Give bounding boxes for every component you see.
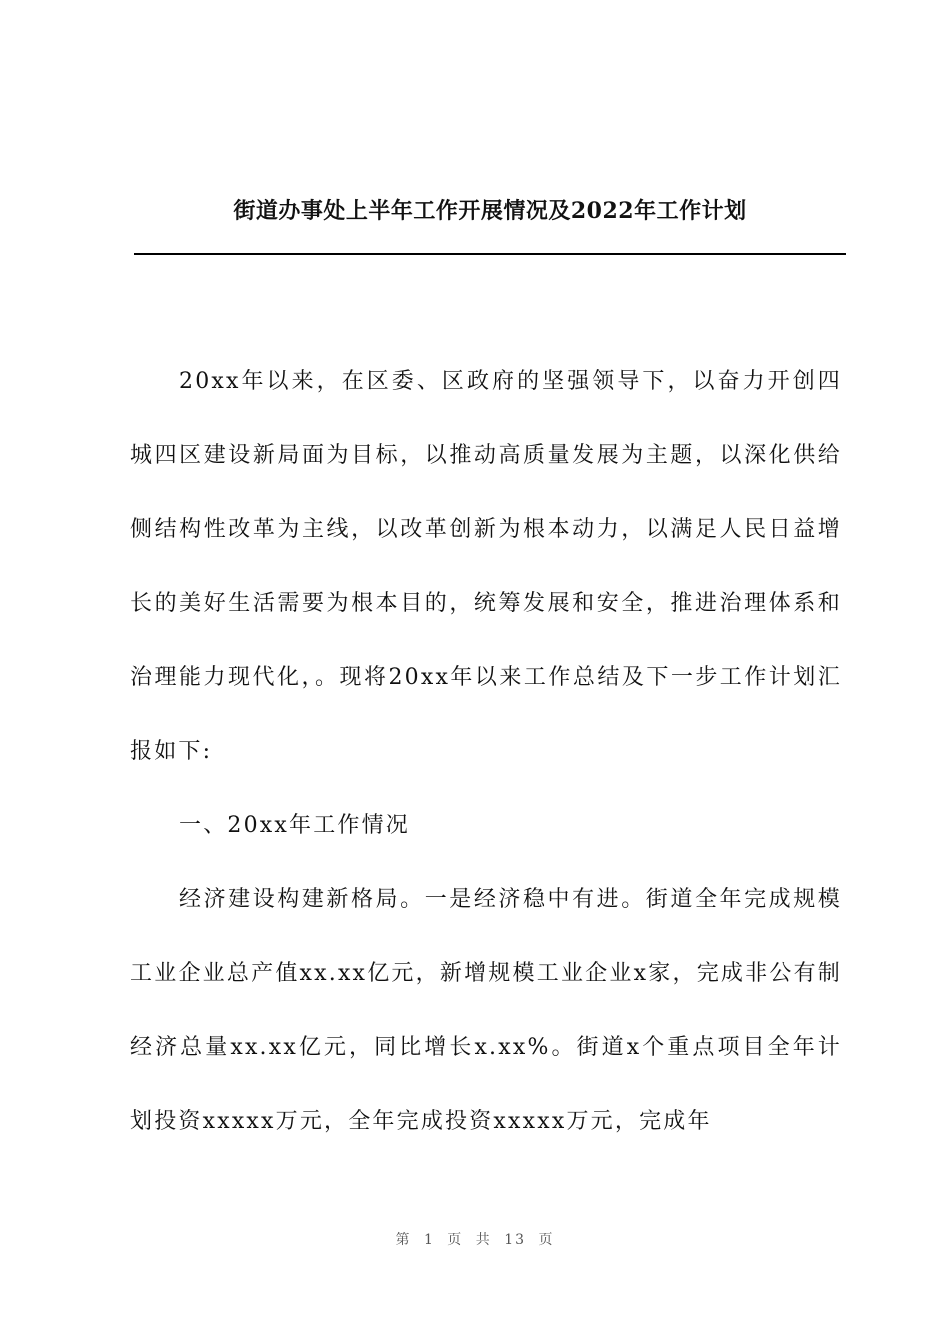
economy-paragraph: 经济建设构建新格局。一是经济稳中有进。街道全年完成规模工业企业总产值xx.xx亿元，新增规模工业企业x家，完成非公有制经济总量xx.xx亿元，同比增长x.xx%。街道x个重点项目全年计划投资xxxxx万元，全年完成投资xxxxx万元，完成年 <box>130 887 842 1134</box>
document-body <box>130 345 842 1159</box>
document-title: 街道办事处上半年工作开展情况及2022年工作计划 <box>233 198 747 224</box>
title-underline <box>134 253 846 255</box>
page-number-footer: 第 1 页 共 13 页 <box>395 1232 555 1248</box>
section-heading: 一、20xx年工作情况 <box>179 813 411 838</box>
intro-paragraph: 20xx年以来，在区委、区政府的坚强领导下，以奋力开创四城四区建设新局面为目标，以推动高质量发展为主题，以深化供给侧结构性改革为主线，以改革创新为根本动力，以满足人民日益增长的美好生活需要为根本目的，统筹发展和安全，推进治理体系和治理能力现代化，。现将20xx年以来工作总结及下一步工作计划汇报如下: <box>130 369 842 764</box>
